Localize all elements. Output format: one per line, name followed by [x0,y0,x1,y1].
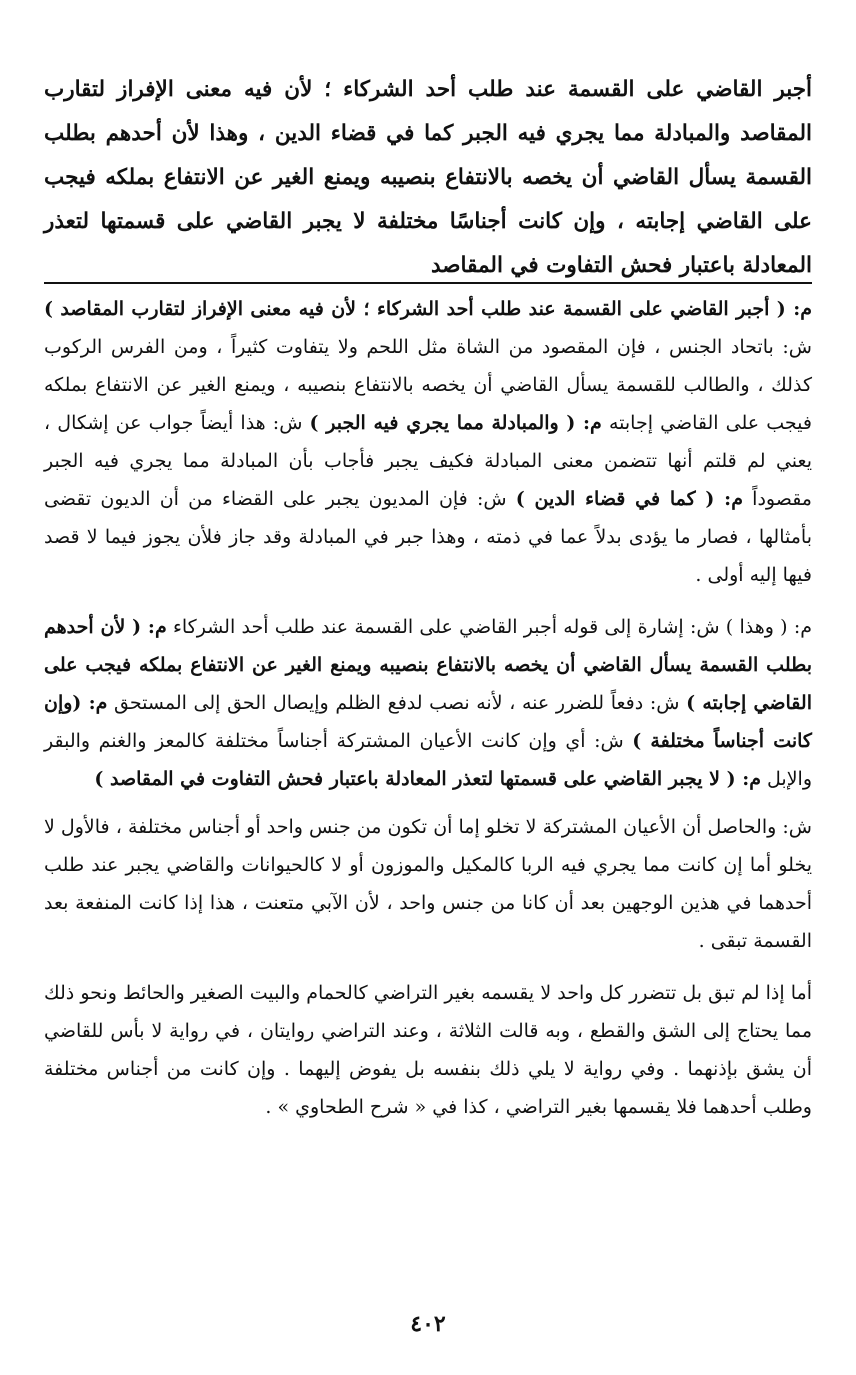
commentary-paragraph-1 [44,290,812,594]
main-text: أجبر القاضي على القسمة عند طلب أحد الشركاء ؛ لأن فيه معنى الإفراز لتقارب المقاصد والمبادلة مما يجري فيه الجبر كما في قضاء الدين ، وهذا لأن أحدهم بطلب القسمة يسأل القاضي أن يخصه بالانتفاع بنصيبه ويمنع الغير عن الانتفاع بملكه فيجب على القاضي إجابته ، وإن كانت أجناسًا مختلفة لا يجبر القاضي على قسمتها لتعذر المعادلة باعتبار فحش التفاوت في المقاصد [44,77,812,278]
divider [44,282,812,284]
matn-quote: م: ( لا يجبر القاضي على قسمتها لتعذر المعادلة باعتبار فحش التفاوت في المقاصد ) [94,768,761,790]
matn-quote: م: (وإن كانت أجناساً مختلفة ) [44,692,812,752]
matn-quote: م: ( أجبر القاضي على القسمة عند طلب أحد الشركاء ؛ لأن فيه معنى الإفراز لتقارب المقاصد ) [44,298,812,320]
matn-quote: م: ( والمبادلة مما يجري فيه الجبر ) [309,412,602,434]
matn-quote: م: ( كما في قضاء الدين ) [515,488,743,510]
page-number: ٤٠٢ [410,1311,446,1337]
commentary-paragraph-4: أما إذا لم تبق بل تتضرر كل واحد لا يقسمه بغير التراضي كالحمام والبيت الصغير والحائط ونحو ذلك مما يحتاج إلى الشق والقطع ، وبه قالت الثلاثة ، وعند التراضي روايتان ، في رواية لا بأس للقاضي أن يشق بإذنهما . وفي رواية لا يلي ذلك بنفسه بل يفوض إليهما . وإن كانت من أجناس مختلفة وطلب أحدهما فلا يقسمها بغير التراضي ، كذا في « شرح الطحاوي » . [44,982,812,1118]
sharh-text: ش: دفعاً للضرر عنه ، لأنه نصب لدفع الظلم وإيصال الحق إلى المستحق [107,692,687,714]
sharh-text: م: ( وهذا ) ش: إشارة إلى قوله أجبر القاضي على القسمة عند طلب أحد الشركاء [166,616,812,638]
sharh-text: ش: باتحاد الجنس ، فإن المقصود من الشاة مثل اللحم ولا يتفاوت كثيراً ، ومن الفرس الركوب كذلك ، والطالب للقسمة يسأل القاضي أن يخصه بالانتفاع بنصيبه ، ويمنع الغير عن الانتفاع بملكه فيجب على القاضي إجابته [44,336,812,434]
sharh-text: ش: هذا أيضاً جواب عن إشكال ، يعني لم قلتم أنها تتضمن معنى المبادلة فكيف يجبر فأجاب بأن المبادلة مما يجري فيه الجبر مقصوداً [44,412,812,510]
commentary-paragraph-3: ش: والحاصل أن الأعيان المشتركة لا تخلو إما أن تكون من جنس واحد أو أجناس مختلفة ، فالأول لا يخلو أما إن كانت مما يجري فيه الربا كالمكيل والموزون أو لا كالحيوانات والقاضي يجبر عند طلب أحدهما في هذين الوجهين بعد أن كانا من جنس واحد ، لأن الآبي متعنت ، هذا إذا كانت المنفعة بعد القسمة تبقى . [44,816,812,952]
commentary-paragraph-2 [44,608,812,798]
sharh-text: ش: فإن المديون يجبر على القضاء من أن الديون تقضى بأمثالها ، فصار ما يؤدى بدلاً عما في ذمته ، وهذا جبر في المبادلة وقد جاز فلأن يجوز فيما لا قصد فيها إليه أولى . [44,488,812,586]
commentary [44,290,812,1126]
matn-quote: م: ( لأن أحدهم بطلب القسمة يسأل القاضي أن يخصه بالانتفاع بنصيبه ويمنع الغير عن الانتفاع بملكه فيجب على القاضي إجابته ) [44,616,812,714]
sharh-text: ش: أي وإن كانت الأعيان المشتركة أجناساً مختلفة كالمعز والغنم والبقر والإبل [44,730,812,790]
